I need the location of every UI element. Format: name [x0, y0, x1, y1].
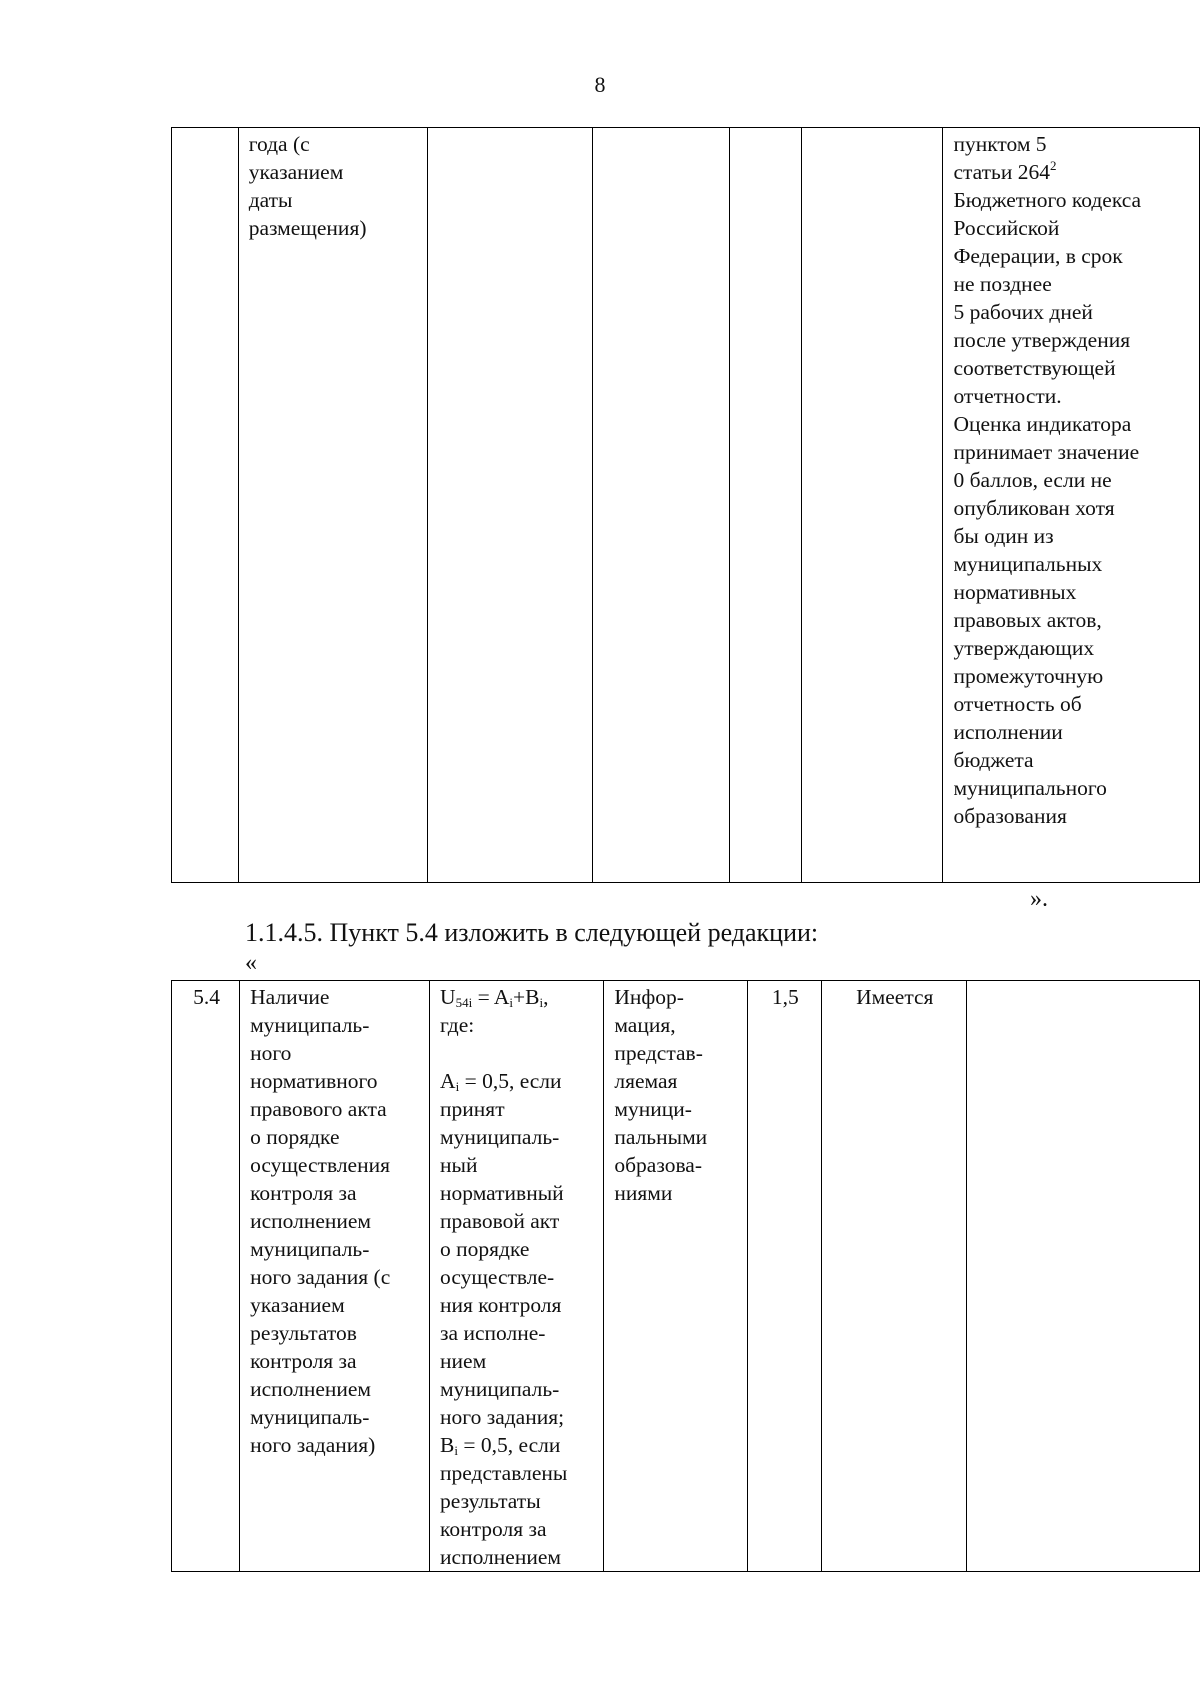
formula-line — [440, 1067, 595, 1095]
text-line: Инфор- — [614, 985, 684, 1009]
text-line: образования — [953, 804, 1067, 828]
text-line: ния контроля — [440, 1293, 562, 1317]
text-line: Оценка индикатора — [953, 412, 1132, 436]
text-line: муниципаль- — [250, 1405, 370, 1429]
text-line: исполнением — [250, 1209, 372, 1233]
subscript: 54i — [455, 995, 473, 1010]
table-continuation — [171, 127, 1200, 883]
text-line: муниципаль- — [440, 1125, 560, 1149]
formula-a: A — [440, 1069, 456, 1093]
text-line: 5 рабочих дней — [953, 300, 1093, 324]
text-line: бюджета — [953, 748, 1034, 772]
formula-line — [440, 983, 595, 1011]
formula-line — [440, 1431, 595, 1459]
text-line: ного — [250, 1041, 292, 1065]
table-new-item — [171, 980, 1200, 1572]
text-line: 0 баллов, если не — [953, 468, 1112, 492]
text-line: осуществления — [250, 1153, 390, 1177]
cell-comment — [943, 128, 1200, 883]
formula-b: B — [440, 1433, 455, 1457]
text-line: за исполне- — [440, 1321, 546, 1345]
text-line: после утверждения — [953, 328, 1131, 352]
formula-rest: = 0,5, если — [459, 1069, 562, 1093]
text-line: исполнением — [440, 1545, 561, 1569]
text-line: правовых актов, — [953, 608, 1102, 632]
text-line: нормативных — [953, 580, 1077, 604]
text-span: статьи 264 — [953, 160, 1050, 184]
subscript: i — [539, 995, 544, 1010]
text-line: контроля за — [250, 1349, 357, 1373]
text-line: результаты — [440, 1489, 541, 1513]
text-line: года (с — [248, 132, 310, 156]
formula-u: U — [440, 985, 456, 1009]
spacer-line — [440, 1039, 595, 1067]
text-line: пальными — [614, 1125, 708, 1149]
cell-comment — [967, 981, 1200, 1572]
text-line: представ- — [614, 1041, 703, 1065]
text-line: правового акта — [250, 1097, 387, 1121]
text-line: муниципального — [953, 776, 1107, 800]
text-line: Федерации, в срок — [953, 244, 1123, 268]
text-line: контроля за — [250, 1181, 357, 1205]
cell-weight: 1,5 — [748, 981, 821, 1572]
text-line: контроля за — [440, 1517, 547, 1541]
text-line: отчетность об — [953, 692, 1082, 716]
text-line: утверждающих — [953, 636, 1095, 660]
text-line: ного задания; — [440, 1405, 565, 1429]
text-line: осуществле- — [440, 1265, 555, 1289]
text-line: отчетности. — [953, 384, 1062, 408]
cell-status: Имеется — [821, 981, 967, 1572]
text-line: ного задания) — [250, 1433, 376, 1457]
text-line: указанием — [248, 160, 344, 184]
text-line: Российской — [953, 216, 1060, 240]
text-line: соответствующей — [953, 356, 1116, 380]
text-line: ный — [440, 1153, 478, 1177]
text-line: ного задания (с — [250, 1265, 391, 1289]
text-line: Наличие — [250, 985, 330, 1009]
text-line: о порядке — [250, 1125, 340, 1149]
formula-plus: +B — [513, 985, 540, 1009]
text-line: муниципальных — [953, 552, 1103, 576]
text-line: не позднее — [953, 272, 1052, 296]
text-line: опубликован хотя — [953, 496, 1115, 520]
subscript: i — [454, 1443, 458, 1458]
text-line: пунктом 5 — [953, 132, 1047, 156]
amendment-heading: 1.1.4.5. Пункт 5.4 изложить в следующей редакции: — [245, 918, 819, 947]
subscript: i — [509, 995, 514, 1010]
formula-eq: = A — [472, 985, 510, 1009]
text-line: нормативного — [250, 1069, 378, 1093]
formula-rest: = 0,5, если — [458, 1433, 561, 1457]
cell-source — [592, 128, 729, 883]
text-line: принят — [440, 1097, 505, 1121]
text-line: исполнением — [250, 1377, 372, 1401]
text-line: о порядке — [440, 1237, 530, 1261]
text-line: муниципаль- — [250, 1237, 370, 1261]
text-line: образова- — [614, 1153, 703, 1177]
text-line: нием — [440, 1349, 487, 1373]
text-line: размещения) — [248, 216, 367, 240]
page-number: 8 — [594, 72, 606, 97]
cell-indicator — [240, 981, 430, 1572]
cell-formula — [427, 128, 592, 883]
cell-formula — [430, 981, 604, 1572]
cell-number — [172, 128, 239, 883]
text-line: муниципаль- — [250, 1013, 370, 1037]
superscript: 2 — [1049, 158, 1057, 173]
text-line: даты — [248, 188, 293, 212]
text-line: исполнении — [953, 720, 1063, 744]
subscript: i — [455, 1079, 460, 1094]
cell-source — [604, 981, 748, 1572]
table-row — [172, 981, 1200, 1572]
text-line: указанием — [250, 1293, 345, 1317]
text-line: правовой акт — [440, 1209, 560, 1233]
cell-number: 5.4 — [172, 981, 240, 1572]
text-line: мация, — [614, 1013, 676, 1037]
text-line: Бюджетного кодекса — [953, 188, 1142, 212]
text-line: принимает значение — [953, 440, 1140, 464]
text-line: ляемая — [614, 1069, 678, 1093]
text-line: промежуточную — [953, 664, 1104, 688]
opening-quote: « — [245, 950, 257, 976]
text-line: представлены — [440, 1461, 568, 1485]
text-line: где: — [440, 1013, 475, 1037]
text-line — [953, 158, 1191, 186]
text-line: муниципаль- — [440, 1377, 560, 1401]
table-row — [172, 128, 1200, 883]
formula-tail: , — [543, 985, 549, 1009]
cell-weight — [730, 128, 802, 883]
closing-quote: ». — [1030, 886, 1048, 912]
text-line: ниями — [614, 1181, 673, 1205]
text-line: результатов — [250, 1321, 357, 1345]
text-line: бы один из — [953, 524, 1054, 548]
cell-indicator — [238, 128, 427, 883]
text-line: муници- — [614, 1097, 692, 1121]
text-line: нормативный — [440, 1181, 564, 1205]
cell-status — [802, 128, 943, 883]
